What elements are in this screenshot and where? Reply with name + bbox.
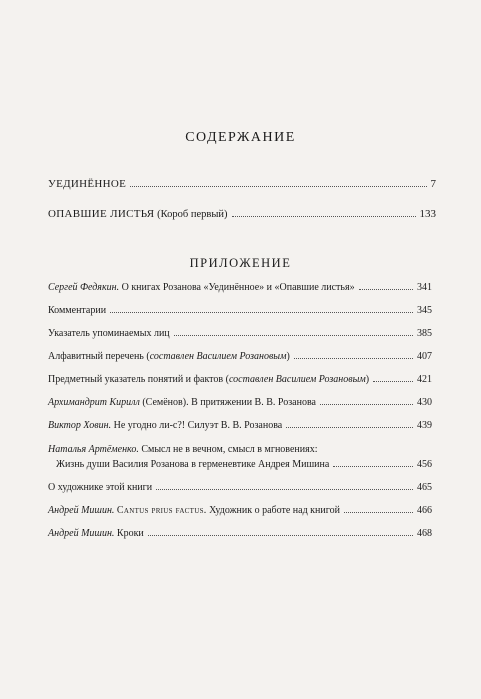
leader-dots (110, 311, 413, 313)
leader-dots (148, 534, 413, 536)
entry-title-line2: Жизнь души Василия Розанова в герменевтике Андрея Мишина (56, 459, 330, 470)
leader-dots (359, 288, 413, 290)
entry-title: Комментарии (48, 305, 107, 316)
leader-dots (156, 488, 413, 490)
entry-title: Алфавитный перечень (составлен Василием Розановым) (48, 351, 290, 362)
toc-entry-name-index (48, 328, 432, 339)
leader-dots (232, 215, 416, 217)
page-number: 439 (417, 420, 432, 431)
toc-entry-mishin-kroki (48, 528, 432, 539)
page-number: 133 (419, 208, 436, 220)
page-number: 430 (417, 397, 432, 408)
page-number: 468 (417, 528, 432, 539)
toc-entry-kirill (48, 397, 432, 408)
page-number: 465 (417, 482, 432, 493)
leader-dots (320, 403, 413, 405)
leader-dots (130, 185, 426, 187)
toc-entry-opavshie-listya (48, 208, 436, 220)
toc-entry-about-artist (48, 482, 432, 493)
page-number: 421 (417, 374, 432, 385)
entry-title: ОПАВШИЕ ЛИСТЬЯ (Короб первый) (48, 208, 228, 220)
page-number: 407 (417, 351, 432, 362)
entry-title: Сергей Федякин. О книгах Розанова «Уединённое» и «Опавшие листья» (48, 282, 355, 293)
toc-entry-fedyakin (48, 282, 432, 293)
leader-dots (286, 426, 413, 428)
page-number: 466 (417, 505, 432, 516)
leader-dots (174, 334, 413, 336)
leader-dots (344, 511, 413, 513)
entry-title: Архимандрит Кирилл (Семёнов). В притяжении В. В. Розанова (48, 397, 316, 408)
entry-title: Андрей Мишин. Кроки (48, 528, 144, 539)
toc-entry-khovin (48, 420, 432, 431)
toc-entry-alphabetical-list (48, 351, 432, 362)
toc-entry-subject-index (48, 374, 432, 385)
page-number: 385 (417, 328, 432, 339)
page-number: 345 (417, 305, 432, 316)
entry-title: Указатель упоминаемых лиц (48, 328, 170, 339)
leader-dots (294, 357, 413, 359)
entry-title: УЕДИНЁННОЕ (48, 178, 127, 190)
page-number: 341 (417, 282, 432, 293)
toc-entry-artemenko (56, 459, 432, 470)
entry-title: О художнике этой книги (48, 482, 153, 493)
toc-entry-uedinennoe (48, 178, 436, 190)
leader-dots (333, 465, 413, 467)
entry-title: Андрей Мишин. Cantus prius factus. Художник о работе над книгой (48, 505, 340, 516)
toc-entry-artemenko-line1: Наталья Артёменко. Смысл не в вечном, смысл в мгновениях: (48, 444, 318, 455)
contents-heading: СОДЕРЖАНИЕ (185, 130, 296, 145)
toc-entry-mishin-cantus (48, 505, 432, 516)
page-number: 7 (430, 178, 436, 190)
leader-dots (373, 380, 413, 382)
appendix-heading: ПРИЛОЖЕНИЕ (189, 256, 292, 270)
entry-title: Предметный указатель понятий и фактов (составлен Василием Розановым) (48, 374, 370, 385)
page-number: 456 (417, 459, 432, 470)
toc-entry-commentary (48, 305, 432, 316)
entry-title: Виктор Ховин. Не угодно ли-с?! Силуэт В. В. Розанова (48, 420, 283, 431)
